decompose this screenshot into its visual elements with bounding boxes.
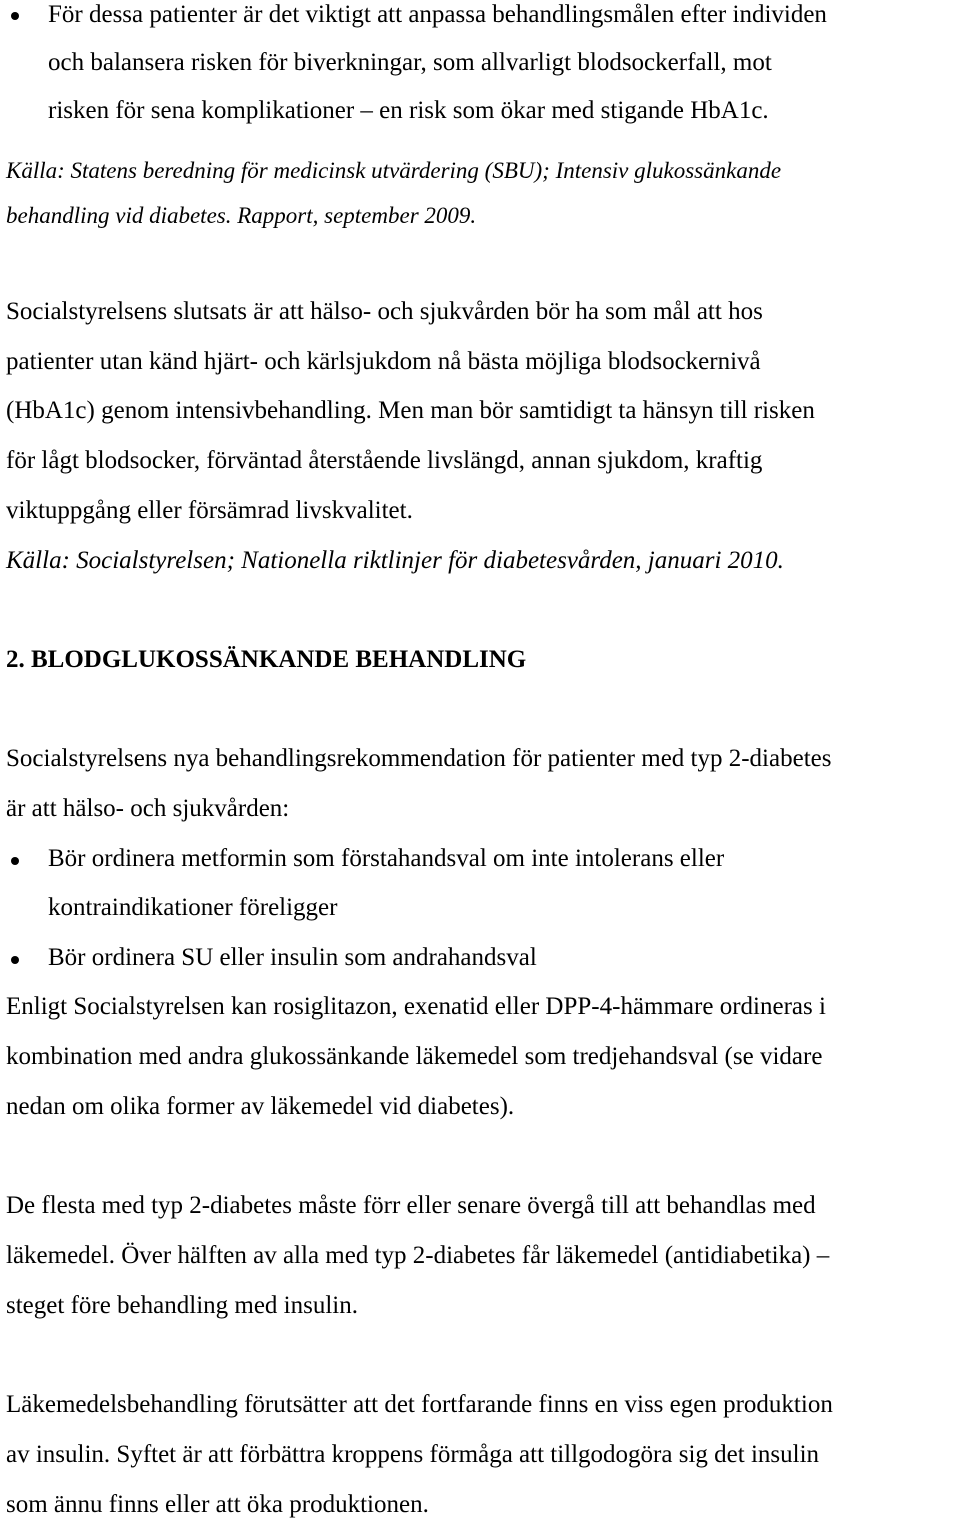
text-line: som ännu finns eller att öka produktionen.: [6, 1491, 429, 1518]
text-line: av insulin. Syftet är att förbättra kroppens förmåga att tillgodogöra sig det insulin: [6, 1441, 820, 1468]
text-line: läkemedel. Över hälften av alla med typ 2-diabetes får läkemedel (antidiabetika) –: [6, 1242, 830, 1269]
text-line: För dessa patienter är det viktigt att anpassa behandlingsmålen efter individen: [48, 1, 827, 28]
text-line: steget före behandling med insulin.: [6, 1292, 359, 1319]
source-citation: Källa: Statens beredning för medicinsk utvärdering (SBU); Intensiv glukossänkande: [6, 158, 782, 183]
text-line: Socialstyrelsens slutsats är att hälso- och sjukvården bör ha som mål att hos: [6, 298, 763, 325]
text-line: De flesta med typ 2-diabetes måste förr eller senare övergå till att behandlas med: [6, 1192, 816, 1219]
source-citation: Källa: Socialstyrelsen; Nationella riktlinjer för diabetesvården, januari 2010.: [6, 547, 784, 574]
list-item: kontraindikationer föreligger: [48, 894, 338, 921]
list-item: Bör ordinera metformin som förstahandsval om inte intolerans eller: [48, 845, 725, 872]
text-line: Socialstyrelsens nya behandlingsrekommendation för patienter med typ 2-diabetes: [6, 745, 832, 772]
text-line: risken för sena komplikationer – en risk som ökar med stigande HbA1c.: [48, 97, 769, 124]
text-line: patienter utan känd hjärt- och kärlsjukdom nå bästa möjliga blodsockernivå: [6, 348, 761, 375]
bullet-marker: [11, 12, 19, 20]
text-line: kombination med andra glukossänkande läkemedel som tredjehandsval (se vidare: [6, 1043, 823, 1070]
text-line: är att hälso- och sjukvården:: [6, 795, 290, 822]
bullet-marker: [11, 857, 19, 865]
text-line: för lågt blodsocker, förväntad återstående livslängd, annan sjukdom, kraftig: [6, 447, 763, 474]
list-item: Bör ordinera SU eller insulin som andrahandsval: [48, 944, 537, 971]
text-line: nedan om olika former av läkemedel vid diabetes).: [6, 1093, 515, 1120]
text-line: (HbA1c) genom intensivbehandling. Men man bör samtidigt ta hänsyn till risken: [6, 397, 815, 424]
text-line: och balansera risken för biverkningar, som allvarligt blodsockerfall, mot: [48, 49, 772, 76]
text-line: viktuppgång eller försämrad livskvalitet.: [6, 497, 413, 524]
section-heading: 2. BLODGLUKOSSÄNKANDE BEHANDLING: [6, 646, 527, 673]
text-line: Läkemedelsbehandling förutsätter att det fortfarande finns en viss egen produktion: [6, 1391, 833, 1418]
text-line: Enligt Socialstyrelsen kan rosiglitazon, exenatid eller DPP-4-hämmare ordineras i: [6, 993, 826, 1020]
source-citation: behandling vid diabetes. Rapport, september 2009.: [6, 203, 477, 228]
bullet-marker: [11, 956, 19, 964]
